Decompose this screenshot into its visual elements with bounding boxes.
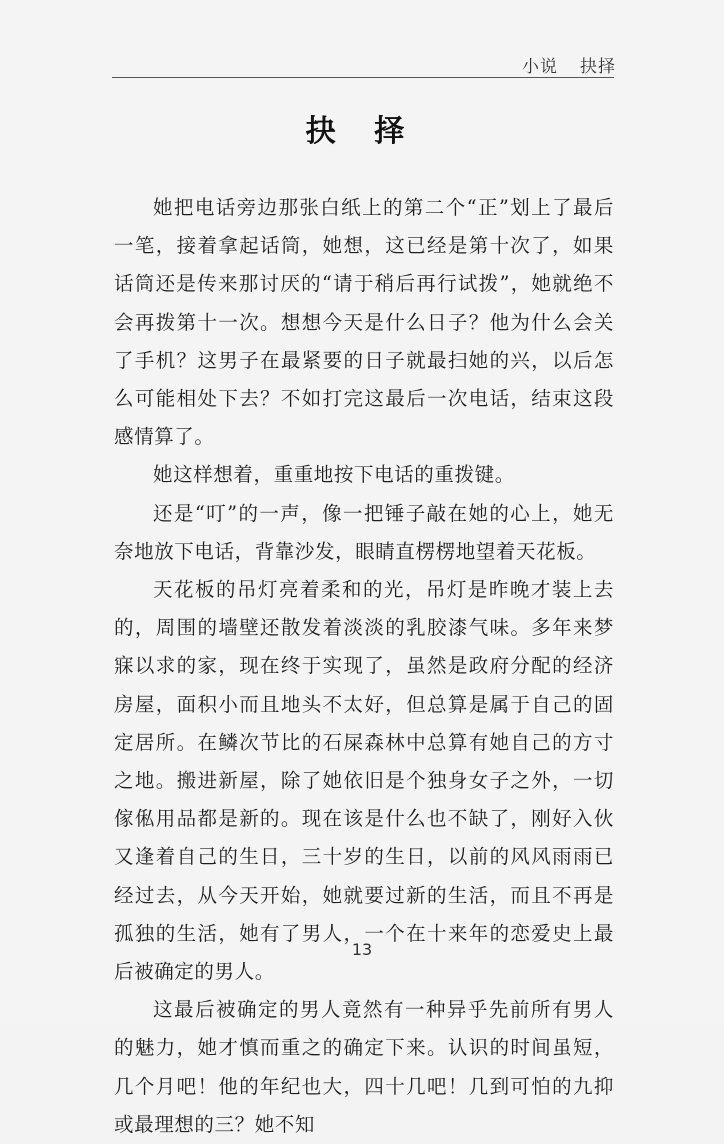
paragraph: 她这样想着，重重地按下电话的重拨键。 [153, 463, 515, 487]
page-number: 13 [351, 940, 373, 959]
running-header [522, 52, 616, 77]
body-text [114, 189, 614, 1144]
header-title: 抉择 [580, 57, 616, 77]
paragraph: 她把电话旁边那张白纸上的第二个“正”划上了最后一笔，接着拿起话筒，她想，这已经是第十次了，如果话筒还是传来那讨厌的“请于稍后再行试拨”，她就绝不会再拨第十一次。想想今天是什么日子？他为什么会关了手机？这男子在最紧要的日子就最扫她的兴，以后怎么可能相处下去？不如打完这最后一次电话，结束这段感情算了。 [114, 196, 614, 449]
chapter-title: 抉 择 [305, 114, 419, 149]
paragraph: 这最后被确定的男人竟然有一种异乎先前所有男人的魅力，她才慎而重之的确定下来。认识的时间虽短，几个月吧！他的年纪也大，四十几吧！几到可怕的九抑或最理想的三？她不知 [114, 998, 614, 1136]
paragraph: 天花板的吊灯亮着柔和的光，吊灯是昨晚才装上去的，周围的墙壁还散发着淡淡的乳胶漆气味。多年来梦寐以求的家，现在终于实现了，虽然是政府分配的经济房屋，面积小而且地头不太好，但总算是属于自己的固定居所。在鳞次节比的石屎森林中总算有她自己的方寸之地。搬进新屋，除了她依旧是个独身女子之外，一切傢俬用品都是新的。现在该是什么也不缺了，刚好入伙又逢着自己的生日，三十岁的生日，以前的风风雨雨已经过去，从今天开始，她就要过新的生活，而且不再是孤独的生活，她有了男人，一个在十来年的恋爱史上最后被确定的男人。 [114, 578, 614, 984]
header-rule [112, 77, 614, 78]
header-section: 小说 [522, 57, 558, 77]
paragraph: 还是“叮”的一声，像一把锤子敲在她的心上，她无奈地放下电话，背靠沙发，眼睛直楞楞地望着天花板。 [114, 501, 614, 563]
